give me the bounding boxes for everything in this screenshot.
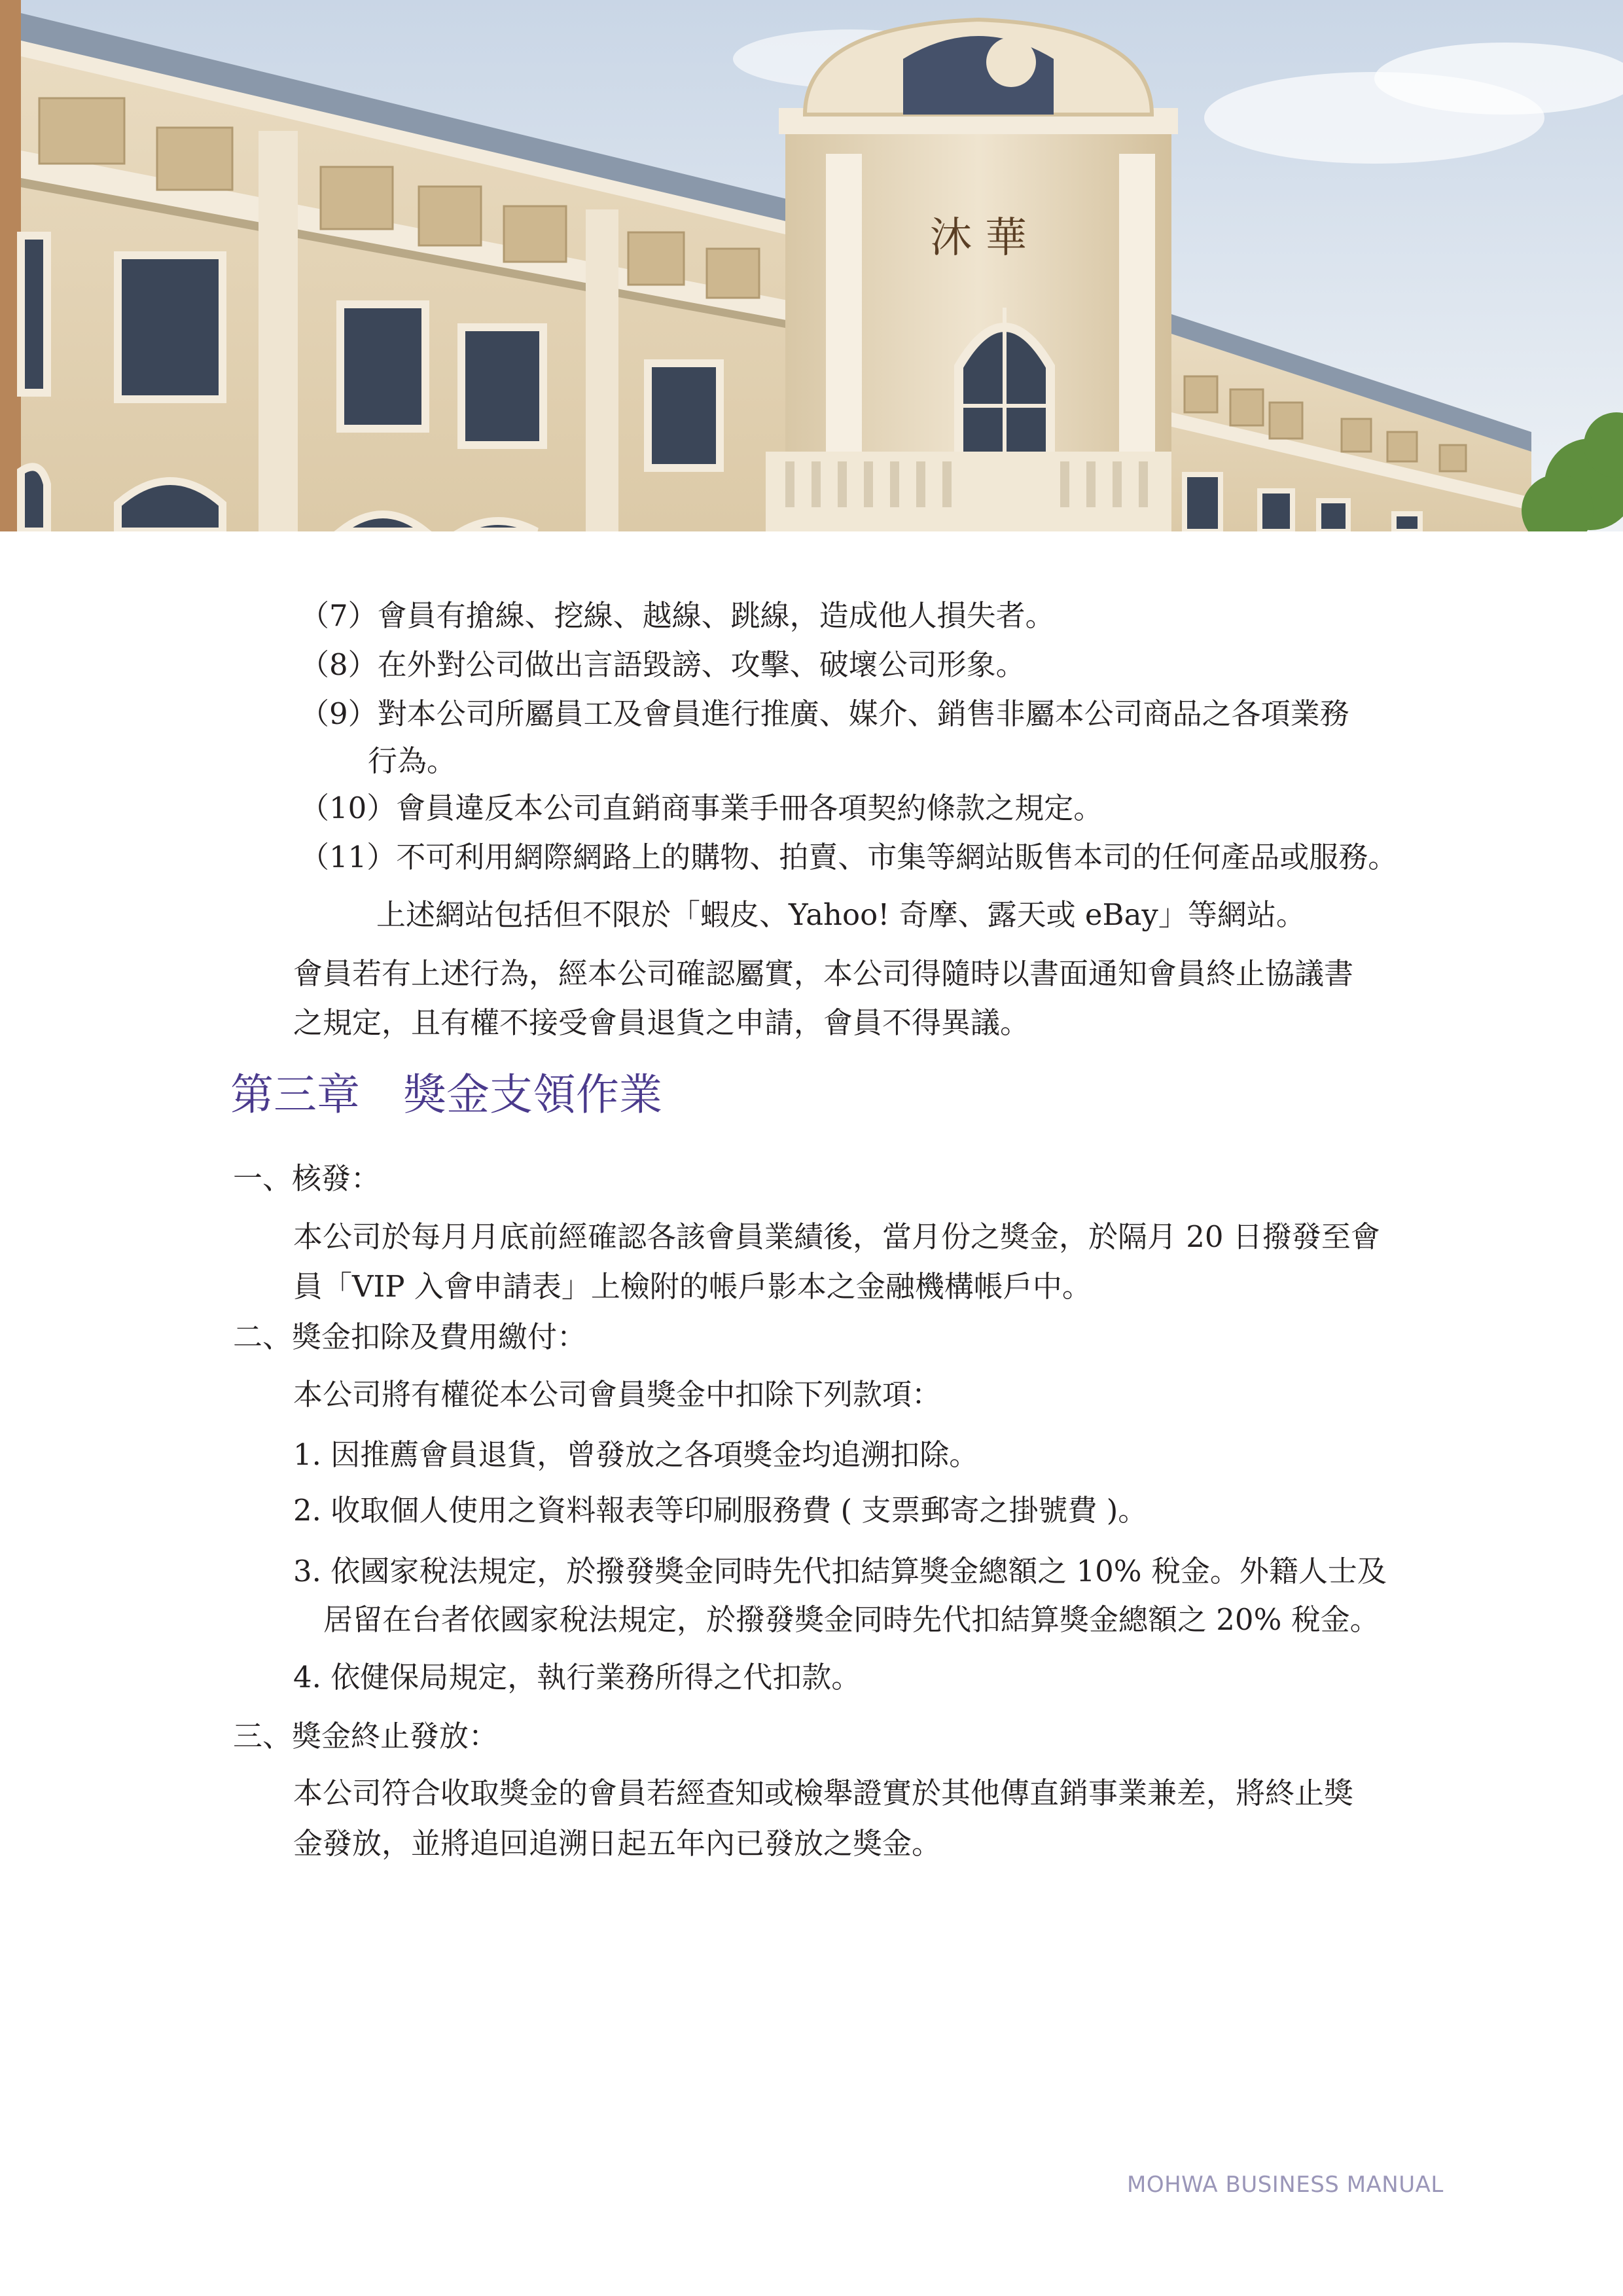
section-body-line: 本公司於每月月底前經確認各該會員業績後，當月份之獎金，於隔月 20 日撥發至會 <box>293 1219 1380 1254</box>
section-body-line: 員「VIP 入會申請表」上檢附的帳戶影本之金融機構帳戶中。 <box>293 1269 1092 1304</box>
section-heading-termination: 三、獎金終止發放： <box>233 1719 499 1753</box>
deduction-item-continued: 居留在台者依國家稅法規定，於撥發獎金同時先代扣結算獎金總額之 20% 稅金。 <box>323 1602 1380 1637</box>
list-number: （10） <box>300 791 397 825</box>
building-sign: 沐 華 <box>929 214 1027 262</box>
section-body-line: 本公司符合收取獎金的會員若經查知或檢舉證實於其他傳直銷事業兼差，將終止獎 <box>293 1776 1354 1810</box>
hero-building-photo <box>0 0 1623 531</box>
list-text: 會員有搶線、挖線、越線、跳線，造成他人損失者。 <box>377 598 1055 633</box>
section-intro: 本公司將有權從本公司會員獎金中扣除下列款項： <box>293 1377 942 1412</box>
deduction-item: 3. 依國家稅法規定，於撥發獎金同時先代扣結算獎金總額之 10% 稅金。外籍人士及 <box>293 1554 1387 1588</box>
list-item-11-continued: 上述網站包括但不限於「蝦皮、Yahoo! 奇摩、露天或 eBay」等網站。 <box>376 897 1306 932</box>
list-text: 不可利用網際網路上的購物、拍賣、市集等網站販售本司的任何產品或服務。 <box>396 840 1398 874</box>
deduction-item: 4. 依健保局規定，執行業務所得之代扣款。 <box>293 1660 861 1695</box>
list-item-11 <box>300 842 1397 872</box>
section-heading-issuance: 一、核發： <box>233 1161 381 1196</box>
footer-manual-title: MOHWA BUSINESS MANUAL <box>1127 2172 1444 2198</box>
deduction-item: 2. 收取個人使用之資料報表等印刷服務費 ( 支票郵寄之掛號費 )。 <box>293 1493 1148 1528</box>
list-number: （7） <box>300 598 378 633</box>
list-text: 對本公司所屬員工及會員進行推廣、媒介、銷售非屬本公司商品之各項業務 <box>377 696 1349 731</box>
list-item-7 <box>300 598 1055 633</box>
list-item-8 <box>300 647 1026 682</box>
section-body-line: 金發放，並將追回追溯日起五年內已發放之獎金。 <box>293 1826 942 1861</box>
list-number: （8） <box>300 647 378 682</box>
list-item-10 <box>300 793 1103 823</box>
list-number: （9） <box>300 696 378 731</box>
deduction-item: 1. 因推薦會員退貨，曾發放之各項獎金均追溯扣除。 <box>293 1437 979 1472</box>
section-heading-deductions: 二、獎金扣除及費用繳付： <box>233 1319 587 1354</box>
termination-summary-line-1: 會員若有上述行為，經本公司確認屬實，本公司得隨時以書面通知會員終止協議書 <box>293 956 1354 991</box>
list-text: 在外對公司做出言語毀謗、攻擊、破壞公司形象。 <box>377 647 1026 682</box>
chapter-title: 第三章 獎金支領作業 <box>230 1069 662 1120</box>
list-item-9 <box>300 696 1349 731</box>
list-number: （11） <box>300 840 397 874</box>
termination-summary-line-2: 之規定，且有權不接受會員退貨之申請，會員不得異議。 <box>293 1005 1030 1040</box>
list-text: 會員違反本公司直銷商事業手冊各項契約條款之規定。 <box>396 791 1103 825</box>
list-item-9-continued: 行為。 <box>368 744 457 778</box>
